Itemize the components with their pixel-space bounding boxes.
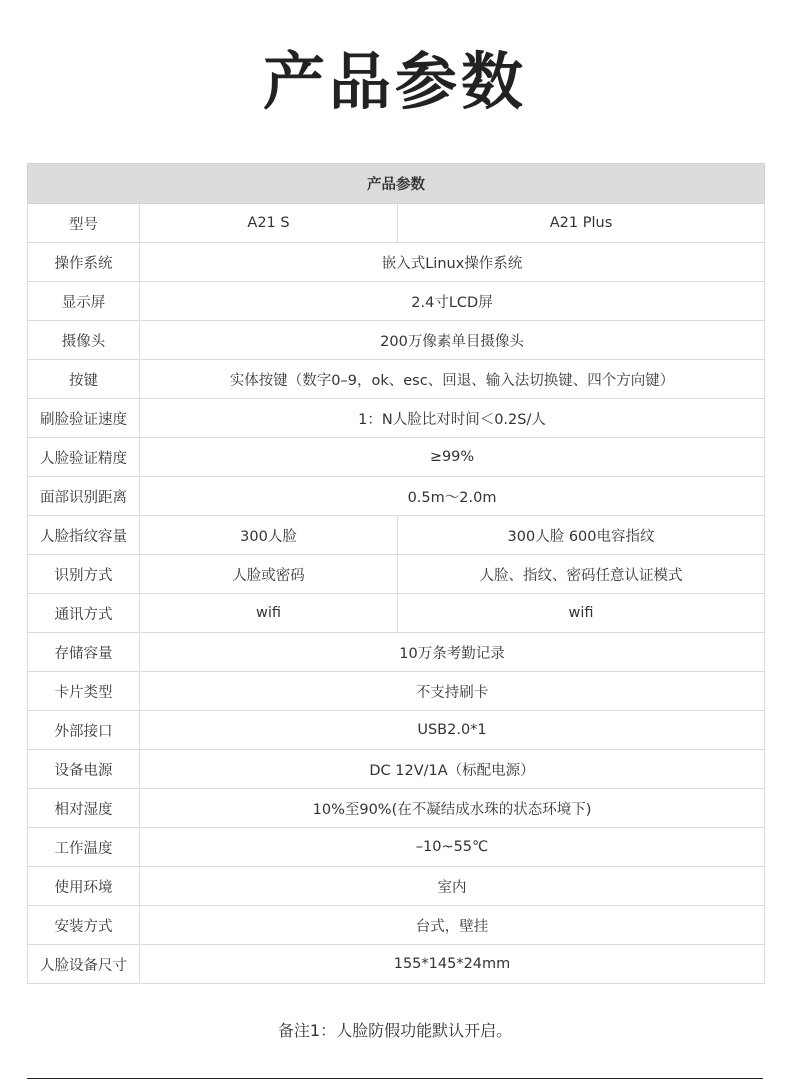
table-row [28,399,765,438]
row-value: 不支持刷卡 [140,672,765,711]
row-value: 200万像素单目摄像头 [140,321,765,360]
row-value: 155*145*24mm [140,945,765,984]
table-row [28,516,765,555]
row-value: wifi [140,594,398,633]
row-value: 室内 [140,867,765,906]
row-value: 实体按键（数字0–9，ok、esc、回退、输入法切换键、四个方向键） [140,360,765,399]
page-title: 产品参数 [262,45,527,118]
row-value: A21 Plus [398,204,765,243]
table-row [28,477,765,516]
row-value: 0.5m～2.0m [140,477,765,516]
footnote: 备注1：人脸防假功能默认开启。 [277,1021,513,1040]
row-value: 嵌入式Linux操作系统 [140,243,765,282]
row-value: DC 12V/1A（标配电源） [140,750,765,789]
row-label: 存储容量 [28,633,140,672]
row-label: 相对湿度 [28,789,140,828]
table-row [28,243,765,282]
table-row [28,282,765,321]
row-label: 外部接口 [28,711,140,750]
row-label: 通讯方式 [28,594,140,633]
table-row [28,360,765,399]
row-label: 面部识别距离 [28,477,140,516]
row-label: 按键 [28,360,140,399]
row-value: 人脸或密码 [140,555,398,594]
table-row [28,789,765,828]
table-header-row [28,164,765,204]
row-value: –10~55℃ [140,828,765,867]
row-label: 识别方式 [28,555,140,594]
table-row [28,945,765,984]
table-row [28,594,765,633]
row-value: 1：N人脸比对时间＜0.2S/人 [140,399,765,438]
divider [27,1078,763,1079]
row-value: 300人脸 [140,516,398,555]
row-label: 安装方式 [28,906,140,945]
row-value: 人脸、指纹、密码任意认证模式 [398,555,765,594]
row-label: 人脸验证精度 [28,438,140,477]
row-label: 卡片类型 [28,672,140,711]
table-row [28,204,765,243]
table-row [28,438,765,477]
row-label: 操作系统 [28,243,140,282]
row-label: 使用环境 [28,867,140,906]
row-value: 10万条考勤记录 [140,633,765,672]
table-row [28,750,765,789]
row-label: 刷脸验证速度 [28,399,140,438]
row-value: ≥99% [140,438,765,477]
row-label: 人脸指纹容量 [28,516,140,555]
row-label: 人脸设备尺寸 [28,945,140,984]
row-value: wifi [398,594,765,633]
row-value: 2.4寸LCD屏 [140,282,765,321]
table-row [28,555,765,594]
table-row [28,672,765,711]
table-row [28,867,765,906]
row-label: 设备电源 [28,750,140,789]
row-value: 300人脸 600电容指纹 [398,516,765,555]
table-row [28,321,765,360]
row-label: 型号 [28,204,140,243]
table-row [28,633,765,672]
spec-table [27,163,765,984]
table-header: 产品参数 [28,164,765,204]
row-value: A21 S [140,204,398,243]
row-value: USB2.0*1 [140,711,765,750]
row-value: 台式，壁挂 [140,906,765,945]
table-body [28,204,765,984]
row-label: 显示屏 [28,282,140,321]
row-value: 10%至90%(在不凝结成水珠的状态环境下) [140,789,765,828]
row-label: 摄像头 [28,321,140,360]
table-row [28,711,765,750]
row-label: 工作温度 [28,828,140,867]
table-row [28,828,765,867]
table-row [28,906,765,945]
